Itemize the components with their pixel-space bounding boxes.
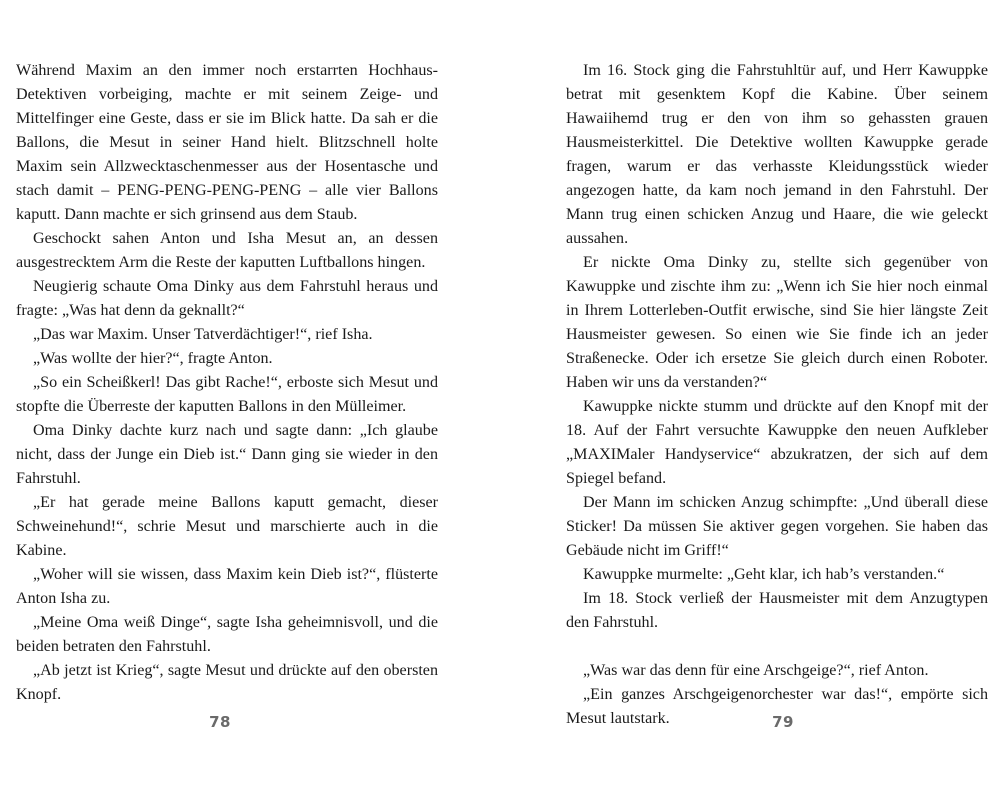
paragraph: „Ein ganzes Arschgeigenorchester war das!“, empörte sich Mesut lautstark.: [566, 686, 988, 727]
paragraph: Oma Dinky dachte kurz nach und sagte dann: „Ich glaube nicht, dass der Junge ein Dieb ist.“ Dann ging sie wieder in den Fahrstuhl.: [16, 422, 438, 487]
paragraph: Kawuppke nickte stumm und drückte auf den Knopf mit der 18. Auf der Fahrt versuchte Kawuppke den neuen Aufkleber „MAXIMaler Handyservice“ abzukratzen, der sich auf dem Spiegel befand.: [566, 398, 988, 487]
paragraph: Er nickte Oma Dinky zu, stellte sich gegenüber von Kawuppke und zischte ihm zu: „Wenn ich Sie hier noch einmal in Ihrem Lotterleben-Outfit erwische, sind Sie hier längste Zeit Hausmeister gewesen. So einen wie Sie finde ich an jeder Straßenecke. Oder ich ersetze Sie gleich durch einen Roboter. Haben wir uns da verstanden?“: [566, 254, 988, 391]
paragraph: „Was wollte der hier?“, fragte Anton.: [33, 350, 273, 367]
page-number-right: 79: [772, 713, 794, 731]
paragraph: Neugierig schaute Oma Dinky aus dem Fahrstuhl heraus und fragte: „Was hat denn da geknallt?“: [16, 278, 438, 319]
left-page-text: [16, 59, 438, 707]
paragraph: Der Mann im schicken Anzug schimpfte: „Und überall diese Sticker! Da müssen Sie aktiver gegen vorgehen. Sie haben das Gebäude nicht im Griff!“: [566, 494, 988, 559]
paragraph: „Das war Maxim. Unser Tatverdächtiger!“, rief Isha.: [33, 326, 373, 343]
right-page-text: [566, 59, 988, 731]
paragraph: „Meine Oma weiß Dinge“, sagte Isha geheimnisvoll, und die beiden betraten den Fahrstuhl.: [16, 614, 438, 655]
page-number-left: 78: [209, 713, 231, 731]
paragraph: „Was war das denn für eine Arschgeige?“, rief Anton.: [583, 662, 929, 679]
paragraph: „Er hat gerade meine Ballons kaputt gemacht, dieser Schweinehund!“, schrie Mesut und marschierte auch in die Kabine.: [16, 494, 438, 559]
paragraph: Während Maxim an den immer noch erstarrten Hochhaus-Detektiven vorbeiging, machte er mit seinem Zeige- und Mittelfinger eine Geste, dass er sie im Blick hatte. Da sah er die Ballons, die Mesut in seiner Hand hielt. Blitzschnell holte Maxim sein Allzwecktaschenmesser aus der Hosentasche und stach damit – PENG-PENG-PENG-PENG – alle vier Ballons kaputt. Dann machte er sich grinsend aus dem Staub.: [16, 62, 438, 223]
paragraph: „So ein Scheißkerl! Das gibt Rache!“, erboste sich Mesut und stopfte die Überreste der kaputten Ballons in den Mülleimer.: [16, 374, 438, 415]
paragraph: „Ab jetzt ist Krieg“, sagte Mesut und drückte auf den obersten Knopf.: [16, 662, 438, 703]
paragraph: „Woher will sie wissen, dass Maxim kein Dieb ist?“, flüsterte Anton Isha zu.: [16, 566, 438, 607]
paragraph: Im 18. Stock verließ der Hausmeister mit dem Anzugtypen den Fahrstuhl.: [566, 590, 988, 631]
paragraph: Kawuppke murmelte: „Geht klar, ich hab’s verstanden.“: [583, 566, 945, 583]
paragraph: Geschockt sahen Anton und Isha Mesut an, an dessen ausgestrecktem Arm die Reste der kaputten Luftballons hingen.: [16, 230, 438, 271]
paragraph: Im 16. Stock ging die Fahrstuhltür auf, und Herr Kawuppke betrat mit gesenktem Kopf die Kabine. Über seinem Hawaiihemd trug er den von ihm so gehassten grauen Hausmeisterkittel. Die Detektive wollten Kawuppke gerade fragen, warum er das verhasste Kleidungsstück wieder angezogen hatte, da kam noch jemand in den Fahrstuhl. Der Mann trug einen schicken Anzug und Haare, die wie geleckt aussahen.: [566, 62, 988, 247]
